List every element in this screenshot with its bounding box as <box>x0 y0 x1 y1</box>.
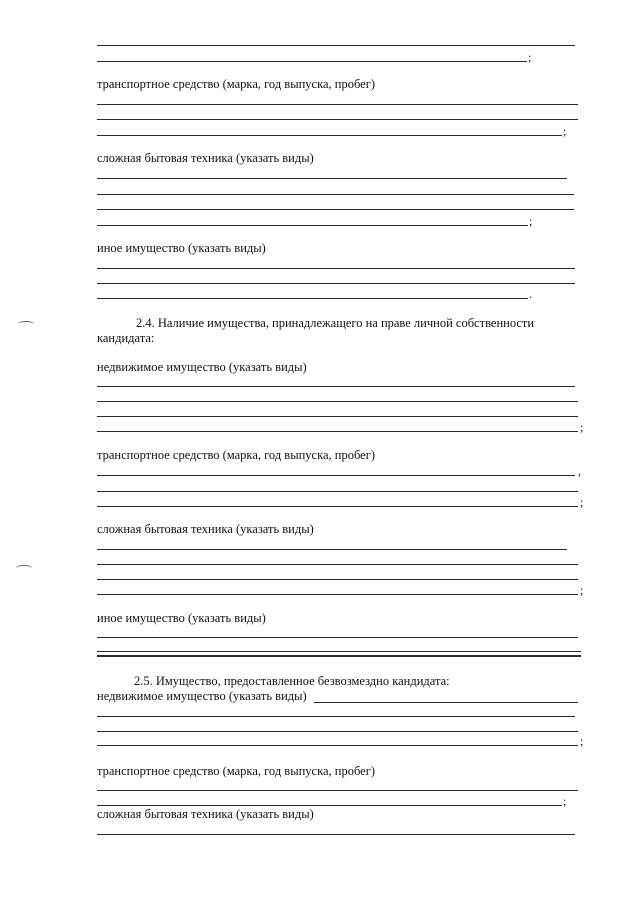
fill-line <box>97 178 567 179</box>
semicolon: ; <box>528 50 532 64</box>
fill-line <box>97 549 567 550</box>
fill-line <box>97 104 578 105</box>
scan-mark <box>16 565 32 571</box>
appliances-label: сложная бытовая техника (указать виды) <box>97 151 314 165</box>
semicolon: ; <box>580 583 584 597</box>
semicolon: ; <box>580 495 584 509</box>
fill-line <box>97 579 578 580</box>
fill-line <box>97 209 574 210</box>
fill-line <box>97 564 578 565</box>
fill-line <box>97 594 578 595</box>
fill-line <box>97 491 578 492</box>
fill-line <box>97 283 575 284</box>
realty-label: недвижимое имущество (указать виды) <box>97 360 307 374</box>
fill-line <box>97 386 575 387</box>
section-2-4-heading: 2.4. Наличие имущества, принадлежащего на праве личной собственности <box>136 316 535 330</box>
fill-line <box>97 805 562 806</box>
other-property-label: иное имущество (указать виды) <box>97 611 266 625</box>
fill-line <box>314 702 578 703</box>
fill-line <box>97 135 562 136</box>
fill-line <box>97 506 578 507</box>
semicolon: ; <box>580 734 584 748</box>
fill-line <box>97 119 578 120</box>
fill-line <box>97 45 575 46</box>
semicolon: ; <box>529 214 533 228</box>
semicolon: ; <box>563 794 567 808</box>
fill-line <box>97 431 578 432</box>
fill-line <box>97 716 575 717</box>
fill-line <box>97 731 578 732</box>
period: . <box>529 287 532 301</box>
fill-line <box>97 655 581 657</box>
appliances-label: сложная бытовая техника (указать виды) <box>97 522 314 536</box>
fill-line <box>97 834 575 835</box>
fill-line <box>97 745 578 746</box>
vehicle-label: транспортное средство (марка, год выпуска, пробег) <box>97 764 375 778</box>
fill-line <box>97 225 528 226</box>
vehicle-label: транспортное средство (марка, год выпуска, пробег) <box>97 448 375 462</box>
comma: , <box>578 464 581 478</box>
fill-line <box>97 298 528 299</box>
section-2-5-heading: 2.5. Имущество, предоставленное безвозмездно кандидата: <box>134 674 450 688</box>
semicolon: ; <box>580 420 584 434</box>
section-2-4-heading-cont: кандидата: <box>97 331 155 345</box>
vehicle-label: транспортное средство (марка, год выпуска, пробег) <box>97 77 375 91</box>
fill-line <box>97 637 578 638</box>
fill-line <box>97 268 575 269</box>
fill-line <box>97 651 581 652</box>
fill-line <box>97 61 527 62</box>
scan-mark <box>18 321 34 327</box>
fill-line <box>97 475 575 476</box>
fill-line <box>97 790 578 791</box>
fill-line <box>97 416 578 417</box>
semicolon: ; <box>563 124 567 138</box>
fill-line <box>97 194 574 195</box>
realty-label: недвижимое имущество (указать виды) <box>97 689 307 703</box>
other-property-label: иное имущество (указать виды) <box>97 241 266 255</box>
appliances-label: сложная бытовая техника (указать виды) <box>97 807 314 821</box>
fill-line <box>97 401 578 402</box>
